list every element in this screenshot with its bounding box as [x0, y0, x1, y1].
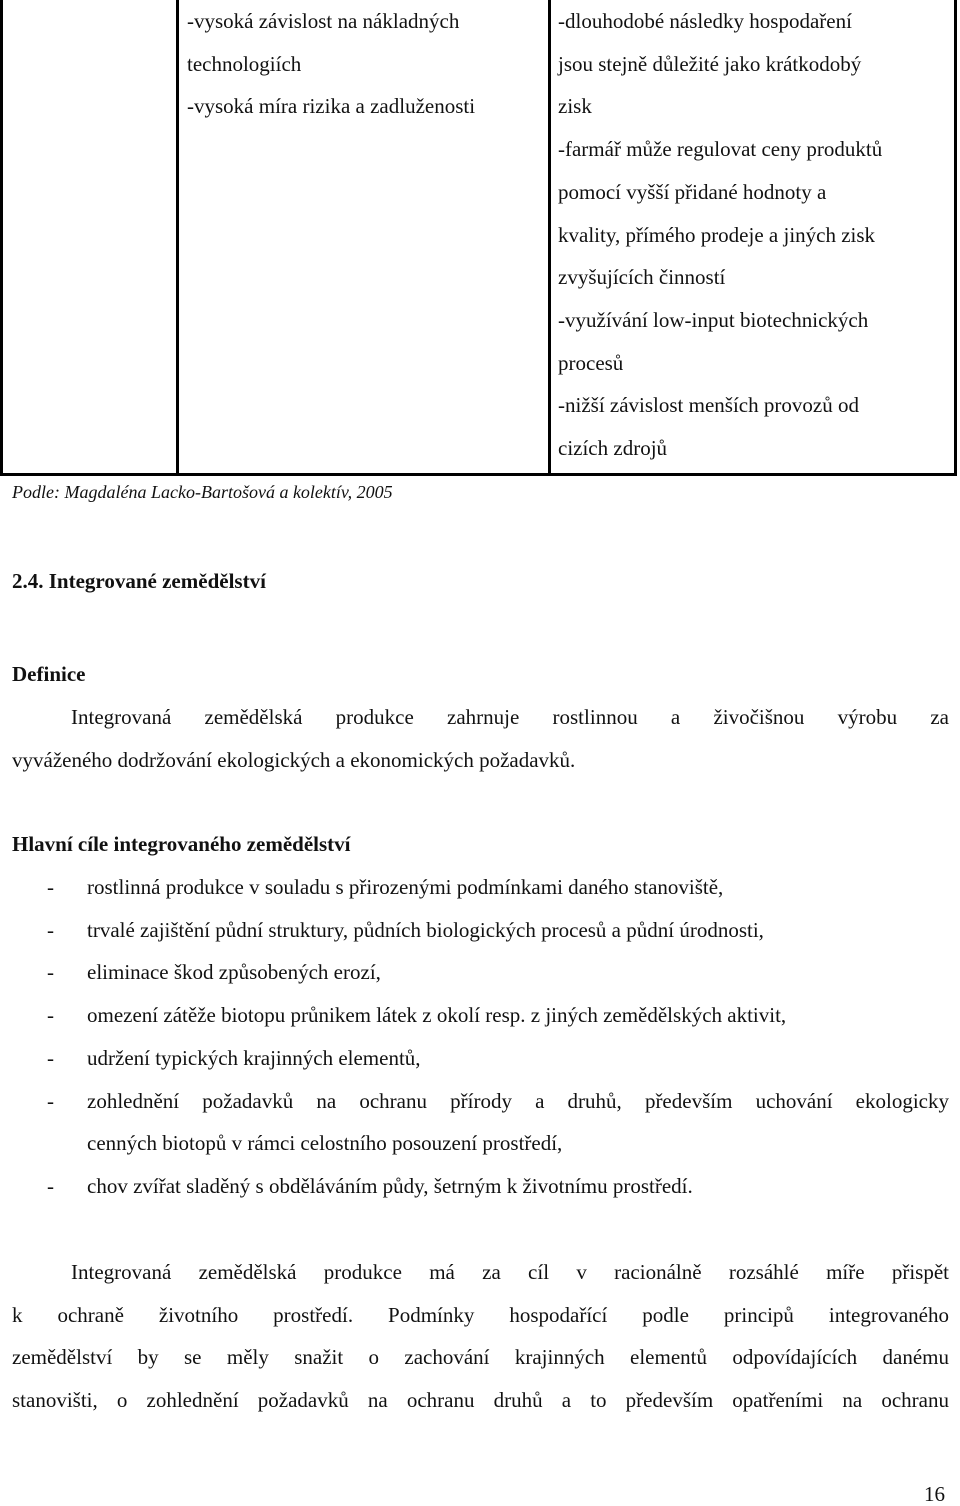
list-item-text: eliminace škod způsobených erozí, [87, 960, 381, 985]
list-item-text: chov zvířat sladěný s obděláváním půdy, šetrným k životnímu prostředí. [87, 1173, 693, 1198]
closing-paragraph [12, 1251, 949, 1422]
list-item-text: trvalé zajištění půdní struktury, půdních biologických procesů a půdní úrodnosti, [87, 917, 764, 942]
definition-paragraph [12, 696, 949, 781]
comparison-table-fragment [0, 0, 957, 476]
page-number: 16 [924, 1482, 945, 1506]
list-item [12, 1037, 949, 1080]
source-note: Podle: Magdaléna Lacko-Bartošová a kolektív, 2005 [12, 482, 393, 502]
paragraph-line: stanovišti, o zohlednění požadavků na ochranu druhů a to především opatřeními na ochranu [12, 1388, 949, 1413]
definition-heading: Definice [12, 662, 86, 686]
section-title: 2.4. Integrované zemědělství [12, 569, 266, 593]
table-cell-line: -farmář může regulovat ceny produktů [558, 137, 883, 162]
list-item-text: rostlinná produkce v souladu s přirozenými podmínkami daného stanoviště, [87, 875, 724, 899]
paragraph-line: Integrovaná zemědělská produkce má za cíl v racionálně rozsáhlé míře přispět [71, 1260, 949, 1284]
table-cell-line: -nižší závislost menších provozů od [558, 393, 859, 418]
table-cell-line: jsou stejně důležité jako krátkodobý [558, 51, 862, 76]
table-border-middle-left [176, 0, 179, 476]
list-item-text: udržení typických krajinných elementů, [87, 1045, 421, 1070]
table-cell-line: cizích zdrojů [558, 436, 668, 461]
table-border-middle-right [548, 0, 551, 476]
table-cell-left [187, 0, 475, 128]
list-dash: - [47, 875, 54, 899]
table-cell-line: -vysoká míra rizika a zadluženosti [187, 94, 476, 119]
paragraph-line: k ochraně životního prostředí. Podmínky hospodařící podle principů integrovaného [12, 1302, 949, 1327]
table-cell-line: -vysoká závislost na nákladných [187, 9, 460, 33]
list-item-text: omezení zátěže biotopu průnikem látek z okolí resp. z jiných zemědělských aktivit, [87, 1003, 787, 1028]
list-dash: - [47, 1173, 54, 1198]
table-cell-line: procesů [558, 350, 624, 375]
list-dash: - [47, 1088, 54, 1113]
list-item [12, 994, 949, 1037]
list-item [12, 866, 949, 909]
paragraph-line: zemědělství by se měly snažit o zachování krajinných elementů odpovídajících danému [12, 1345, 949, 1370]
table-border-right [954, 0, 957, 476]
table-cell-line: zvyšujících činností [558, 265, 726, 290]
list-item-line: cenných biotopů v rámci celostního posouzení prostředí, [87, 1131, 563, 1156]
table-cell-right [558, 0, 882, 470]
paragraph-line: Integrovaná zemědělská produkce zahrnuje rostlinnou a živočišnou výrobu za [71, 705, 949, 729]
table-border-bottom [0, 473, 957, 476]
list-item [12, 909, 949, 952]
list-item [12, 951, 949, 994]
table-cell-line: -dlouhodobé následky hospodaření [558, 9, 852, 33]
list-dash: - [47, 1045, 54, 1070]
list-dash: - [47, 1003, 54, 1028]
list-item-text [87, 1080, 949, 1165]
paragraph-line: vyváženého dodržování ekologických a ekonomických požadavků. [12, 747, 576, 772]
table-cell-line: pomocí vyšší přidané hodnoty a [558, 179, 827, 204]
list-dash: - [47, 960, 54, 985]
table-border-left [0, 0, 3, 476]
goals-heading: Hlavní cíle integrovaného zemědělství [12, 832, 351, 856]
list-item [12, 1165, 949, 1208]
table-cell-line: technologiích [187, 51, 302, 76]
table-cell-line: kvality, přímého prodeje a jiných zisk [558, 222, 876, 247]
list-item-line: zohlednění požadavků na ochranu přírody a druhů, především uchování ekologicky [87, 1088, 949, 1113]
list-dash: - [47, 917, 54, 942]
list-item [12, 1080, 949, 1165]
table-cell-line: zisk [558, 94, 592, 119]
goals-list [12, 866, 949, 1208]
table-cell-line: -využívání low-input biotechnických [558, 307, 869, 332]
